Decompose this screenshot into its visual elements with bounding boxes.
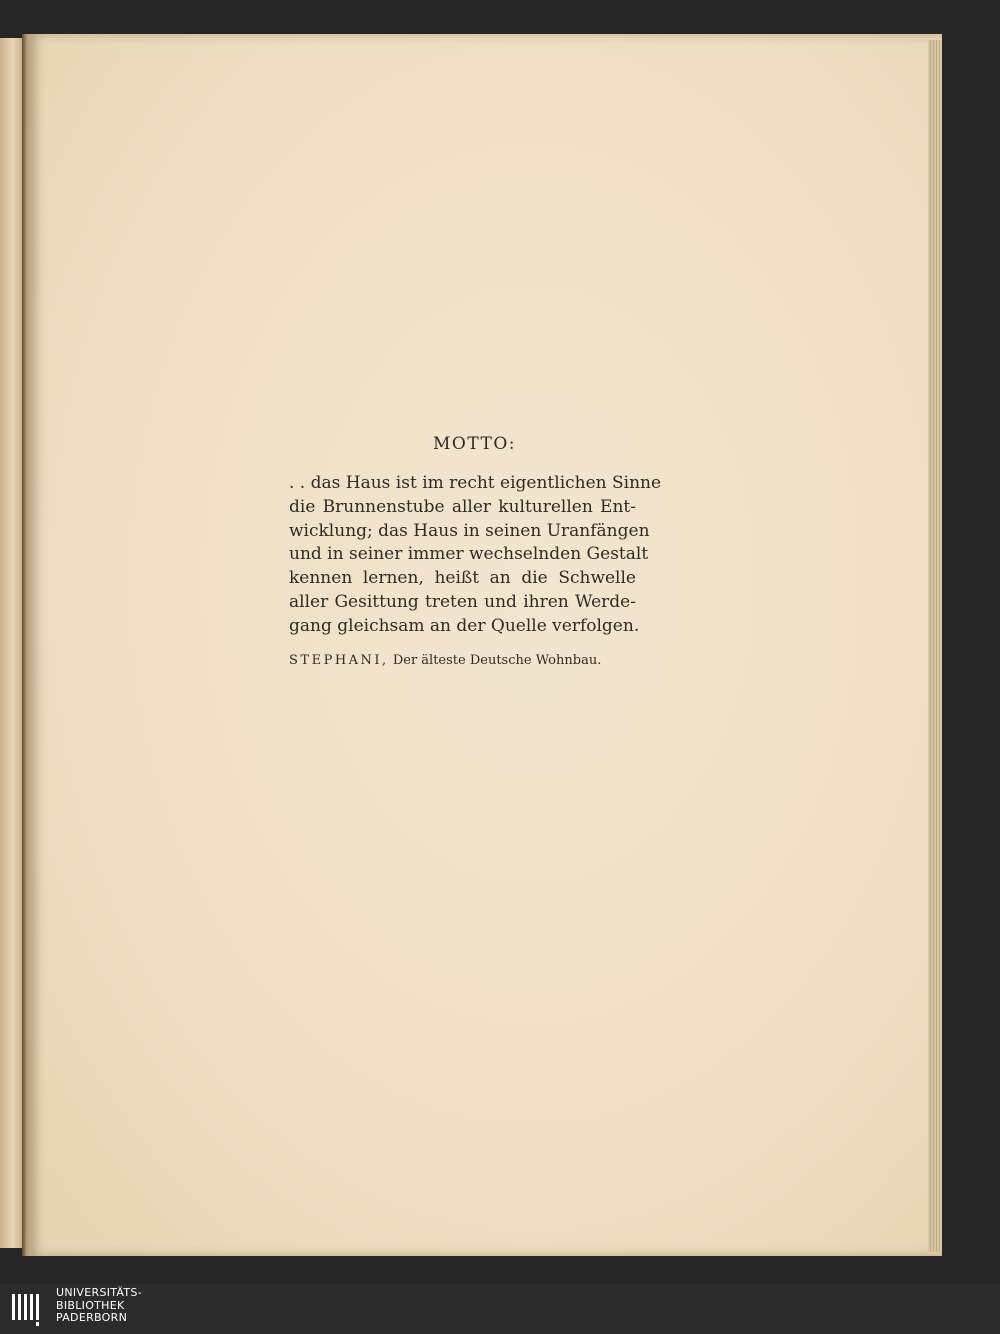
page-edges	[928, 40, 942, 1252]
library-name-line: UNIVERSITÄTS-	[56, 1286, 142, 1299]
attribution-work: Der älteste Deutsche Wohnbau.	[392, 652, 602, 668]
motto-line: gang gleichsam an der Quelle verfolgen.	[289, 615, 640, 636]
motto-line: . . das Haus ist im recht eigentlichen Sinne	[289, 473, 662, 493]
motto-title: MOTTO:	[432, 434, 516, 454]
motto-line: wicklung; das Haus in seinen Uranfängen	[289, 520, 650, 541]
motto-block	[289, 434, 662, 668]
library-name-line: BIBLIOTHEK	[56, 1298, 125, 1312]
left-page-edge	[0, 38, 23, 1248]
motto-line: kennen lernen, heißt an die Schwelle	[289, 568, 636, 589]
library-name	[56, 1287, 142, 1325]
footer-bar	[0, 1284, 1000, 1334]
motto-line: die Brunnenstube aller kulturellen Ent-	[289, 496, 636, 517]
motto-line: und in seiner immer wechselnden Gestalt	[289, 544, 649, 565]
motto-attribution	[289, 653, 636, 668]
attribution-author: STEPHANI,	[289, 652, 389, 668]
motto-line: aller Gesittung treten und ihren Werde-	[289, 591, 636, 612]
library-name-line: PADERBORN	[56, 1311, 128, 1324]
university-library-logo-icon	[10, 1290, 46, 1328]
